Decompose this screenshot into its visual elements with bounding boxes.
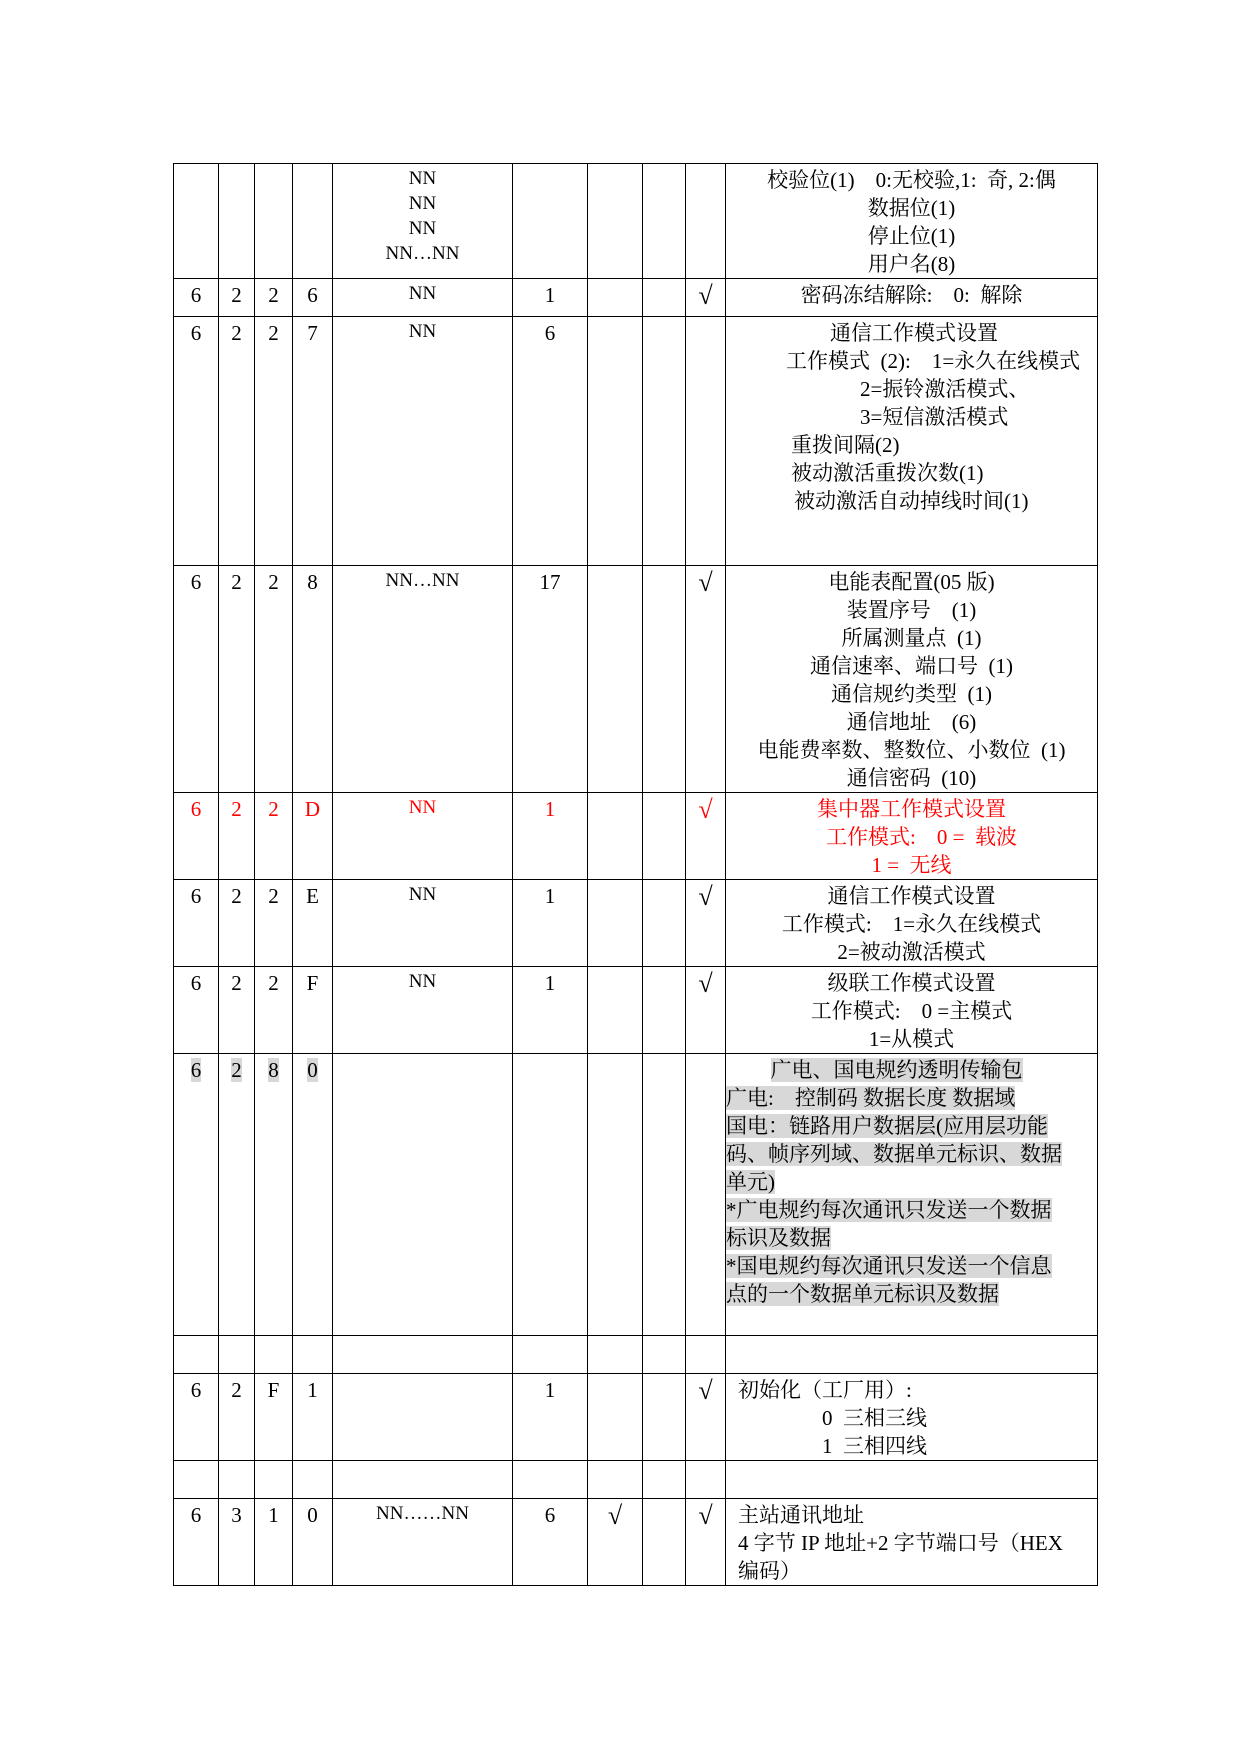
description-line: 重拨间隔(2) — [791, 433, 900, 457]
description-line: 2=振铃激活模式、 — [860, 377, 1030, 401]
format-line: NN — [408, 218, 437, 239]
code-digit-4: 0 — [293, 1499, 333, 1586]
table-row-highlighted — [174, 793, 1098, 880]
code-digit-4: F — [293, 967, 333, 1054]
format-line: NN — [408, 193, 437, 214]
set-flag — [686, 1054, 726, 1336]
code-digit-1: 6 — [174, 967, 219, 1054]
description-line: 集中器工作模式设置 — [817, 797, 1006, 821]
description-line: 级联工作模式设置 — [827, 971, 996, 995]
read-flag — [588, 279, 643, 317]
table-row — [174, 317, 1098, 566]
description-cell — [726, 317, 1098, 566]
code-digit-1: 6 — [174, 880, 219, 967]
data-format-cell: NN……NN — [333, 1499, 513, 1586]
length-cell — [513, 1054, 588, 1336]
description-cell — [726, 164, 1098, 279]
description-line: *国电规约每次通讯只发送一个信息点的一个数据单元标识及数据 — [726, 1254, 1052, 1306]
write-flag — [643, 880, 686, 967]
table-row-empty — [174, 1461, 1098, 1499]
code-digit-3: 2 — [255, 793, 293, 880]
code-digit-3 — [255, 164, 293, 279]
code-digit-4: E — [293, 880, 333, 967]
table-row — [174, 1054, 1098, 1336]
code-digit-4: 0 — [293, 1054, 333, 1336]
set-flag — [686, 317, 726, 566]
description-line: 数据位(1) — [867, 196, 956, 220]
table-row — [174, 880, 1098, 967]
description-cell — [726, 880, 1098, 967]
code-digit-2: 2 — [219, 793, 255, 880]
code-digit-2 — [219, 164, 255, 279]
write-flag — [643, 317, 686, 566]
write-flag — [643, 279, 686, 317]
set-flag: √ — [686, 793, 726, 880]
read-flag — [588, 164, 643, 279]
description-line: 通信密码 (10) — [846, 766, 977, 790]
data-format-cell: NN — [333, 279, 513, 317]
code-digit-3: 2 — [255, 880, 293, 967]
write-flag — [643, 1054, 686, 1336]
set-flag: √ — [686, 279, 726, 317]
description-line: 停止位(1) — [867, 224, 956, 248]
description-line: 工作模式: 1=永久在线模式 — [781, 912, 1042, 936]
write-flag — [643, 1374, 686, 1461]
description-line: 国电：链路用户数据层(应用层功能码、帧序列域、数据单元标识、数据单元) — [726, 1114, 1062, 1194]
length-cell — [513, 164, 588, 279]
data-format-cell — [333, 1374, 513, 1461]
code-digit-4: 6 — [293, 279, 333, 317]
code-digit-4 — [293, 164, 333, 279]
description-line: *广电规约每次通讯只发送一个数据标识及数据 — [726, 1198, 1052, 1250]
description-line: 广电、国电规约透明传输包 — [770, 1058, 1023, 1082]
description-line: 通信工作模式设置 — [830, 321, 998, 345]
description-line: 装置序号 (1) — [846, 598, 977, 622]
code-digit-3: 2 — [255, 279, 293, 317]
code-digit-3: 2 — [255, 317, 293, 566]
description-line: 3=短信激活模式 — [860, 405, 1009, 429]
description-line: 4 字节 IP 地址+2 字节端口号（HEX 编码） — [738, 1531, 1063, 1583]
description-line: 电能费率数、整数位、小数位 (1) — [757, 738, 1066, 762]
code-digit-4: 7 — [293, 317, 333, 566]
parameter-table — [173, 163, 1098, 1586]
data-format-cell: NN — [333, 967, 513, 1054]
description-line: 1 = 无线 — [871, 853, 952, 877]
description-cell — [726, 1374, 1098, 1461]
code-digit-1: 6 — [174, 1374, 219, 1461]
code-digit-1: 6 — [174, 793, 219, 880]
description-line: 主站通讯地址 — [738, 1503, 864, 1527]
length-cell: 6 — [513, 1499, 588, 1586]
read-flag — [588, 317, 643, 566]
set-flag: √ — [686, 566, 726, 793]
code-digit-1: 6 — [174, 566, 219, 793]
description-line: 1 三相四线 — [822, 1434, 927, 1458]
read-flag: √ — [588, 1499, 643, 1586]
length-cell: 6 — [513, 317, 588, 566]
format-line: NN — [408, 168, 437, 189]
set-flag: √ — [686, 880, 726, 967]
description-line: 2=被动激活模式 — [837, 940, 986, 964]
description-cell — [726, 279, 1098, 317]
format-line: NN…NN — [385, 243, 460, 264]
code-digit-2: 2 — [219, 279, 255, 317]
description-cell — [726, 1499, 1098, 1586]
table-row — [174, 279, 1098, 317]
set-flag: √ — [686, 1499, 726, 1586]
code-digit-1: 6 — [174, 1054, 219, 1336]
description-line: 工作模式: 0 =主模式 — [810, 999, 1013, 1023]
read-flag — [588, 1054, 643, 1336]
description-line: 所属测量点 (1) — [841, 626, 982, 650]
description-line: 校验位(1) 0:无校验,1: 奇, 2:偶 — [767, 168, 1056, 192]
description-line: 通信工作模式设置 — [827, 884, 996, 908]
write-flag — [643, 566, 686, 793]
data-format-cell: NN — [333, 880, 513, 967]
code-digit-1 — [174, 164, 219, 279]
code-digit-1: 6 — [174, 279, 219, 317]
length-cell: 17 — [513, 566, 588, 793]
code-digit-2: 3 — [219, 1499, 255, 1586]
code-digit-3: F — [255, 1374, 293, 1461]
data-format-cell: NN…NN — [333, 566, 513, 793]
data-format-cell — [333, 1054, 513, 1336]
read-flag — [588, 793, 643, 880]
table-row-empty — [174, 1336, 1098, 1374]
set-flag: √ — [686, 967, 726, 1054]
read-flag — [588, 967, 643, 1054]
description-line: 电能表配置(05 版) — [828, 570, 995, 594]
table-row — [174, 164, 1098, 279]
table-row — [174, 1499, 1098, 1586]
code-digit-4: 8 — [293, 566, 333, 793]
description-cell — [726, 1054, 1098, 1336]
description-line: 通信规约类型 (1) — [831, 682, 992, 706]
description-line: 广电: 控制码 数据长度 数据域 — [726, 1086, 1016, 1110]
write-flag — [643, 967, 686, 1054]
code-digit-2: 2 — [219, 566, 255, 793]
set-flag: √ — [686, 1374, 726, 1461]
description-line: 工作模式 (2): 1=永久在线模式 — [786, 349, 1081, 373]
description-cell — [726, 967, 1098, 1054]
code-digit-2: 2 — [219, 880, 255, 967]
code-digit-2: 2 — [219, 1054, 255, 1336]
read-flag — [588, 880, 643, 967]
length-cell: 1 — [513, 880, 588, 967]
data-format-cell: NN — [333, 793, 513, 880]
length-cell: 1 — [513, 967, 588, 1054]
code-digit-2: 2 — [219, 317, 255, 566]
description-line: 通信速率、端口号 (1) — [810, 654, 1013, 678]
table-row — [174, 566, 1098, 793]
code-digit-3: 2 — [255, 967, 293, 1054]
description-cell — [726, 566, 1098, 793]
description-cell — [726, 793, 1098, 880]
write-flag — [643, 793, 686, 880]
set-flag — [686, 164, 726, 279]
read-flag — [588, 566, 643, 793]
length-cell: 1 — [513, 793, 588, 880]
length-cell: 1 — [513, 279, 588, 317]
data-format-cell: NN — [333, 317, 513, 566]
read-flag — [588, 1374, 643, 1461]
description-line: 0 三相三线 — [822, 1406, 927, 1430]
length-cell: 1 — [513, 1374, 588, 1461]
code-digit-3: 8 — [255, 1054, 293, 1336]
table-row — [174, 967, 1098, 1054]
data-format-cell — [333, 164, 513, 279]
description-line: 密码冻结解除: 0: 解除 — [800, 283, 1023, 307]
code-digit-1: 6 — [174, 317, 219, 566]
description-line: 被动激活自动掉线时间(1) — [794, 489, 1029, 513]
code-digit-4: D — [293, 793, 333, 880]
code-digit-3: 1 — [255, 1499, 293, 1586]
description-line: 1=从模式 — [868, 1027, 955, 1051]
description-line: 工作模式: 0 = 载波 — [826, 825, 1017, 849]
description-line: 用户名(8) — [867, 252, 956, 276]
code-digit-2: 2 — [219, 967, 255, 1054]
description-line: 通信地址 (6) — [846, 710, 977, 734]
table-row — [174, 1374, 1098, 1461]
code-digit-1: 6 — [174, 1499, 219, 1586]
write-flag — [643, 1499, 686, 1586]
code-digit-3: 2 — [255, 566, 293, 793]
description-line: 初始化（工厂用）: — [738, 1378, 912, 1402]
code-digit-2: 2 — [219, 1374, 255, 1461]
write-flag — [643, 164, 686, 279]
description-line: 被动激活重拨次数(1) — [791, 461, 984, 485]
code-digit-4: 1 — [293, 1374, 333, 1461]
